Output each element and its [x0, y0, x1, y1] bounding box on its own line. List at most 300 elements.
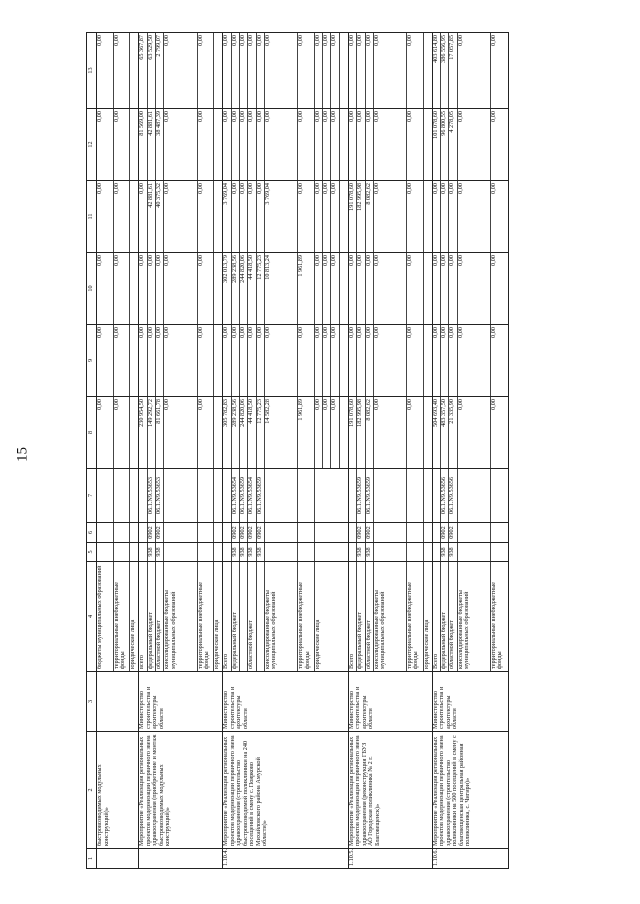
section-code: 0902 — [156, 523, 164, 542]
target-article-column — [223, 469, 348, 523]
section-code-column — [139, 523, 223, 543]
value-cell: 0,00 — [156, 253, 164, 324]
grbs-code: 938 — [232, 543, 240, 561]
value-column — [139, 325, 223, 397]
table-row — [432, 33, 508, 869]
budget-table — [86, 32, 509, 869]
grbs-code: 938 — [257, 543, 265, 561]
funding-source: областной бюджет — [156, 562, 164, 671]
value-cell: 0,00 — [323, 109, 331, 180]
section-code — [315, 523, 323, 542]
grbs-code: 938 — [156, 543, 164, 561]
value-cell: 1 961,89 — [298, 253, 315, 324]
value-cell: 0,00 — [441, 181, 449, 252]
grbs-code — [407, 543, 424, 561]
value-cell: 42 881,61 — [148, 181, 156, 252]
target-article: 06.1.N9.53656 — [449, 469, 457, 522]
funding-sources — [432, 562, 508, 672]
funding-source: бюджеты муниципальных образований — [97, 562, 114, 671]
value-cell: 0,00 — [331, 397, 339, 468]
value-cell: 230 954,50 — [139, 397, 147, 468]
value-column — [139, 181, 223, 253]
target-article: 06.1.N9.53659 — [366, 469, 374, 522]
value-cell — [424, 181, 432, 252]
section-code — [298, 523, 315, 542]
grbs-code: 938 — [449, 543, 457, 561]
header-cell: 9 — [87, 325, 97, 397]
value-cell: 0,00 — [458, 181, 491, 252]
value-cell: 244 820,06 — [240, 397, 248, 468]
value-cell: 0,00 — [198, 109, 215, 180]
target-article — [424, 469, 432, 522]
header-cell: 12 — [87, 109, 97, 181]
value-cell — [130, 181, 138, 252]
grbs-code-column — [139, 543, 223, 562]
value-cell — [214, 33, 222, 108]
value-cell — [214, 253, 222, 324]
executor: Министерство строительства и архитектуры области — [348, 672, 432, 732]
value-cell: 0,00 — [366, 33, 374, 108]
value-cell: 0,00 — [458, 325, 491, 396]
grbs-code — [424, 543, 432, 561]
target-article — [491, 469, 508, 522]
funding-source: областной бюджет — [366, 562, 374, 671]
value-cell: 0,00 — [331, 181, 339, 252]
value-cell: 0,00 — [315, 325, 323, 396]
value-cell: 0,00 — [489, 255, 497, 266]
measure-name: Мероприятие «Реализация региональных проектов модернизации первичного звена здравоохранения (строительство поликлиники на 500 посещений в смену с благовещенская центральная районная поликлиника, с. Чигири)» — [432, 732, 508, 849]
value-cell — [340, 253, 348, 324]
value-cell: 149 292,72 — [148, 397, 156, 468]
table-row — [223, 33, 348, 869]
value-column — [223, 33, 348, 109]
funding-source: юридические лица — [129, 619, 137, 669]
value-cell — [130, 325, 138, 396]
value-cell: 0,00 — [458, 253, 491, 324]
value-column — [432, 109, 508, 181]
funding-source: территориальные внебюджетные фонды — [114, 562, 131, 671]
value-cell: 0,00 — [198, 253, 215, 324]
section-code: 0902 — [366, 523, 374, 542]
value-cell: 0,00 — [374, 325, 407, 396]
value-cell: 0,00 — [449, 325, 457, 396]
section-code: 0902 — [449, 523, 457, 542]
section-code — [424, 523, 432, 542]
value-cell: 0,00 — [164, 253, 197, 324]
target-article — [164, 469, 197, 522]
value-cell: 4 278,05 — [449, 109, 457, 180]
value-cell: 0,00 — [223, 33, 231, 108]
funding-source: федеральный бюджет — [232, 562, 240, 671]
funding-source: территориальные внебюджетные фонды — [298, 562, 315, 671]
value-cell: 0,00 — [449, 181, 457, 252]
section-code-column — [223, 523, 348, 543]
value-cell: 12 775,23 — [257, 397, 265, 468]
value-cell: 182 995,98 — [357, 181, 365, 252]
funding-source: федеральный бюджет — [148, 562, 156, 671]
value-cell: 0,00 — [232, 33, 240, 108]
value-cell: 0,00 — [139, 325, 147, 396]
header-cell: 8 — [87, 397, 97, 469]
target-article — [407, 469, 424, 522]
value-cell: 0,00 — [374, 33, 407, 108]
value-column — [348, 109, 432, 181]
grbs-code — [265, 543, 298, 561]
section-code — [164, 523, 197, 542]
value-cell: 0,00 — [374, 397, 407, 468]
value-cell: 0,00 — [164, 181, 197, 252]
value-cell: 0,00 — [331, 253, 339, 324]
value-cell: 0,00 — [139, 181, 147, 252]
value-cell: 0,00 — [489, 111, 497, 122]
value-cell: 0,00 — [331, 109, 339, 180]
value-cell: 0,00 — [323, 33, 331, 108]
table-row — [97, 33, 139, 869]
value-cell: 305 782,83 — [223, 397, 231, 468]
value-cell: 0,00 — [248, 181, 256, 252]
value-cell: 0,00 — [489, 35, 497, 46]
value-cell: 0,00 — [298, 325, 315, 396]
value-cell: 0,00 — [198, 33, 215, 108]
value-cell: 0,00 — [449, 253, 457, 324]
grbs-code — [315, 543, 323, 561]
rotated-table-container — [86, 33, 614, 869]
grbs-code: 938 — [357, 543, 365, 561]
grbs-code-column — [223, 543, 348, 562]
funding-source: консолидированные бюджеты муниципальных образований — [265, 562, 298, 671]
value-cell: 0,00 — [265, 33, 298, 108]
value-column — [223, 253, 348, 325]
value-cell: 0,00 — [114, 397, 131, 468]
value-cell: 0,00 — [357, 253, 365, 324]
funding-source: областной бюджет — [449, 562, 457, 671]
value-column — [348, 325, 432, 397]
value-cell: 0,00 — [257, 33, 265, 108]
value-cell: 289 238,56 — [232, 397, 240, 468]
target-article — [198, 469, 215, 522]
value-cell: 0,00 — [248, 33, 256, 108]
value-cell: 0,00 — [114, 33, 131, 108]
value-cell: 3 769,04 — [223, 181, 231, 252]
grbs-code — [114, 543, 131, 561]
section-code: 0902 — [232, 523, 240, 542]
value-cell: 0,00 — [366, 253, 374, 324]
value-cell: 0,00 — [97, 325, 114, 396]
section-code: 0902 — [248, 523, 256, 542]
grbs-code — [491, 543, 508, 561]
value-column — [97, 325, 139, 397]
measure-name: Мероприятие «Реализация региональных проектов модернизации первичного звена здравоохранения (реконструкция ГБУЗ АО Городская поликлиника № 2 г. Благовещенск)» — [348, 732, 432, 849]
row-number — [139, 849, 223, 869]
value-column — [348, 181, 432, 253]
value-cell: 0,00 — [298, 181, 315, 252]
section-code — [374, 523, 407, 542]
value-cell: 0,00 — [97, 181, 114, 252]
target-article: 06.1.N9.53654 — [232, 469, 240, 522]
value-cell: 0,00 — [164, 109, 197, 180]
section-code: 0902 — [148, 523, 156, 542]
section-code — [458, 523, 491, 542]
section-code-column — [97, 523, 139, 543]
grbs-code — [374, 543, 407, 561]
value-cell: 0,00 — [265, 325, 298, 396]
executor: Министерство строительства и архитектуры области — [432, 672, 508, 732]
funding-source: консолидированные бюджеты муниципальных образований — [374, 562, 407, 671]
value-column — [223, 325, 348, 397]
value-cell: 0,00 — [114, 325, 131, 396]
row-number: 1.10.6. — [432, 849, 508, 869]
value-column — [432, 253, 508, 325]
value-column — [97, 33, 139, 109]
header-cell: 10 — [87, 253, 97, 325]
target-article: 06.1.N9.53659 — [240, 469, 248, 522]
funding-source: юридические лица — [313, 619, 321, 669]
value-cell: 0,00 — [349, 253, 357, 324]
funding-source: областной бюджет — [248, 562, 256, 671]
funding-source: федеральный бюджет — [441, 562, 449, 671]
funding-source: консолидированные бюджеты муниципальных образований — [164, 562, 197, 671]
executor — [97, 672, 139, 732]
value-column — [348, 33, 432, 109]
value-cell: 0,00 — [315, 109, 323, 180]
target-article: 06.1.N9.53653 — [148, 469, 156, 522]
value-cell — [214, 325, 222, 396]
value-cell — [424, 33, 432, 108]
header-cell: 13 — [87, 33, 97, 109]
value-cell: 0,00 — [323, 397, 331, 468]
value-cell: 0,00 — [97, 397, 114, 468]
target-article: 06.1.N9.53653 — [156, 469, 164, 522]
value-cell: 0,00 — [489, 399, 497, 410]
page-number: 15 — [14, 447, 31, 462]
value-cell: 0,00 — [433, 253, 441, 324]
value-column — [432, 397, 508, 469]
value-column — [97, 253, 139, 325]
section-code — [114, 523, 131, 542]
value-cell: 38 487,39 — [156, 109, 164, 180]
value-cell: 0,00 — [240, 109, 248, 180]
value-column — [139, 253, 223, 325]
value-cell — [130, 109, 138, 180]
funding-source: территориальные внебюджетные фонды — [489, 582, 504, 669]
value-column — [223, 181, 348, 253]
value-cell: 0,00 — [315, 181, 323, 252]
row-number — [97, 849, 139, 869]
value-cell: 0,00 — [331, 325, 339, 396]
funding-source: юридические лица — [213, 619, 221, 669]
target-article — [214, 469, 222, 522]
target-article: 06.1.N9.53659 — [357, 469, 365, 522]
value-cell: 0,00 — [458, 109, 491, 180]
funding-source: консолидированные бюджеты муниципальных образований — [458, 562, 491, 671]
value-cell: 0,00 — [315, 253, 323, 324]
value-cell: 0,00 — [366, 109, 374, 180]
funding-sources — [97, 562, 139, 672]
value-cell: 0,00 — [315, 33, 323, 108]
target-article-column — [139, 469, 223, 523]
value-cell: 42 881,61 — [148, 109, 156, 180]
section-code — [214, 523, 222, 542]
value-cell: 289 238,56 — [232, 253, 240, 324]
value-cell: 0,00 — [315, 397, 323, 468]
grbs-code: 938 — [248, 543, 256, 561]
funding-source: территориальные внебюджетные фонды — [407, 562, 424, 671]
header-row — [87, 33, 97, 869]
value-cell — [214, 397, 222, 468]
value-cell: 191 078,60 — [349, 181, 357, 252]
value-cell: 191 078,60 — [349, 397, 357, 468]
value-column — [139, 109, 223, 181]
value-cell: 0,00 — [357, 109, 365, 180]
value-cell: 0,00 — [265, 109, 298, 180]
value-cell — [130, 253, 138, 324]
value-cell: 14 582,28 — [265, 397, 298, 468]
value-cell: 0,00 — [257, 181, 265, 252]
value-cell: 0,00 — [407, 325, 424, 396]
measure-name: Мероприятие «Реализация региональных проектов модернизации первичного звена здравоохранения (строительство быстровозводимой поликлиники на 240 посещений в смену с. Поярково Михайловского района Амурской области)» — [223, 732, 348, 849]
value-cell — [424, 397, 432, 468]
value-cell: 0,00 — [114, 181, 131, 252]
funding-sources — [139, 562, 223, 672]
target-article-column — [432, 469, 508, 523]
grbs-code: 938 — [366, 543, 374, 561]
value-cell — [214, 181, 222, 252]
value-cell: 10 813,24 — [265, 253, 298, 324]
value-cell: 182 995,98 — [357, 397, 365, 468]
value-cell: 0,00 — [97, 253, 114, 324]
target-article-column — [97, 469, 139, 523]
value-cell: 0,00 — [441, 325, 449, 396]
target-article: 06.1.N9.53654 — [248, 469, 256, 522]
value-cell: 386 556,95 — [441, 33, 449, 108]
value-cell: 21 335,90 — [449, 397, 457, 468]
value-cell: 44 418,50 — [248, 397, 256, 468]
value-cell: 12 775,23 — [257, 253, 265, 324]
value-cell: 2 799,07 — [156, 33, 164, 108]
funding-source: Всего — [223, 562, 231, 671]
value-cell: 0,00 — [433, 325, 441, 396]
value-cell — [340, 33, 348, 108]
funding-sources — [223, 562, 348, 672]
value-cell: 0,00 — [349, 325, 357, 396]
value-cell: 0,00 — [349, 33, 357, 108]
grbs-code — [458, 543, 491, 561]
grbs-code — [198, 543, 215, 561]
grbs-code-column — [432, 543, 508, 562]
value-cell: 101 078,60 — [433, 109, 441, 180]
value-cell: 0,00 — [407, 397, 424, 468]
value-cell: 244 820,06 — [240, 253, 248, 324]
value-cell: 0,00 — [458, 33, 491, 108]
value-cell: 8 082,62 — [366, 181, 374, 252]
value-cell — [340, 325, 348, 396]
value-column — [97, 109, 139, 181]
grbs-code — [97, 543, 114, 561]
target-article: 06.1.N9.53656 — [441, 469, 449, 522]
funding-source: федеральный бюджет — [357, 562, 365, 671]
value-cell: 65 367,87 — [139, 33, 147, 108]
value-cell: 0,00 — [357, 33, 365, 108]
value-cell: 0,00 — [156, 325, 164, 396]
header-cell: 7 — [87, 469, 97, 523]
funding-source: Всего — [433, 562, 441, 671]
value-cell: 0,00 — [257, 109, 265, 180]
value-cell: 0,00 — [232, 325, 240, 396]
value-cell — [424, 325, 432, 396]
value-cell — [340, 109, 348, 180]
value-cell — [214, 109, 222, 180]
value-cell: 0,00 — [407, 33, 424, 108]
value-cell: 302 013,79 — [223, 253, 231, 324]
grbs-code: 938 — [441, 543, 449, 561]
header-cell: 4 — [87, 562, 97, 672]
value-cell: 0,00 — [240, 325, 248, 396]
header-cell: 3 — [87, 672, 97, 732]
target-article — [265, 469, 298, 522]
section-code — [265, 523, 298, 542]
value-cell: 0,00 — [374, 109, 407, 180]
value-cell: 0,00 — [407, 253, 424, 324]
funding-source: Всего — [349, 562, 357, 671]
value-cell: 81 661,78 — [156, 397, 164, 468]
funding-source: территориальные внебюджетные фонды — [198, 562, 215, 671]
value-cell — [130, 33, 138, 108]
section-code: 0902 — [257, 523, 265, 542]
section-code: 0902 — [357, 523, 365, 542]
grbs-code-column — [97, 543, 139, 562]
value-cell: 0,00 — [164, 397, 197, 468]
value-cell: 0,00 — [323, 325, 331, 396]
value-cell: 0,00 — [198, 397, 215, 468]
value-cell: 0,00 — [366, 325, 374, 396]
target-article — [458, 469, 491, 522]
value-cell: 44 418,50 — [248, 253, 256, 324]
value-column — [432, 181, 508, 253]
header-cell: 6 — [87, 523, 97, 543]
header-cell: 1 — [87, 849, 97, 869]
value-cell: 17 057,85 — [449, 33, 457, 108]
target-article — [315, 469, 323, 522]
value-cell: 40 375,32 — [156, 181, 164, 252]
value-cell: 0,00 — [223, 325, 231, 396]
value-cell: 96 800,55 — [441, 109, 449, 180]
value-column — [97, 181, 139, 253]
value-cell: 0,00 — [257, 325, 265, 396]
value-cell: 0,00 — [323, 181, 331, 252]
value-cell: 504 693,40 — [433, 397, 441, 468]
value-cell: 0,00 — [298, 109, 315, 180]
value-cell — [340, 397, 348, 468]
value-cell: 81 569,00 — [139, 109, 147, 180]
value-cell: 0,00 — [489, 183, 497, 194]
value-cell — [424, 253, 432, 324]
target-article — [374, 469, 407, 522]
section-code: 0902 — [240, 523, 248, 542]
section-code-column — [432, 523, 508, 543]
section-code — [130, 523, 138, 542]
value-cell: 0,00 — [458, 397, 491, 468]
value-cell: 0,00 — [240, 181, 248, 252]
value-cell: 0,00 — [164, 33, 197, 108]
value-column — [348, 397, 432, 469]
value-cell: 0,00 — [407, 181, 424, 252]
value-cell: 0,00 — [164, 325, 197, 396]
value-cell: 8 082,62 — [366, 397, 374, 468]
value-cell: 0,00 — [148, 325, 156, 396]
value-cell: 0,00 — [357, 325, 365, 396]
executor: Министерство строительства и архитектуры области — [223, 672, 348, 732]
executor: Министерство строительства и архитектуры области — [139, 672, 223, 732]
